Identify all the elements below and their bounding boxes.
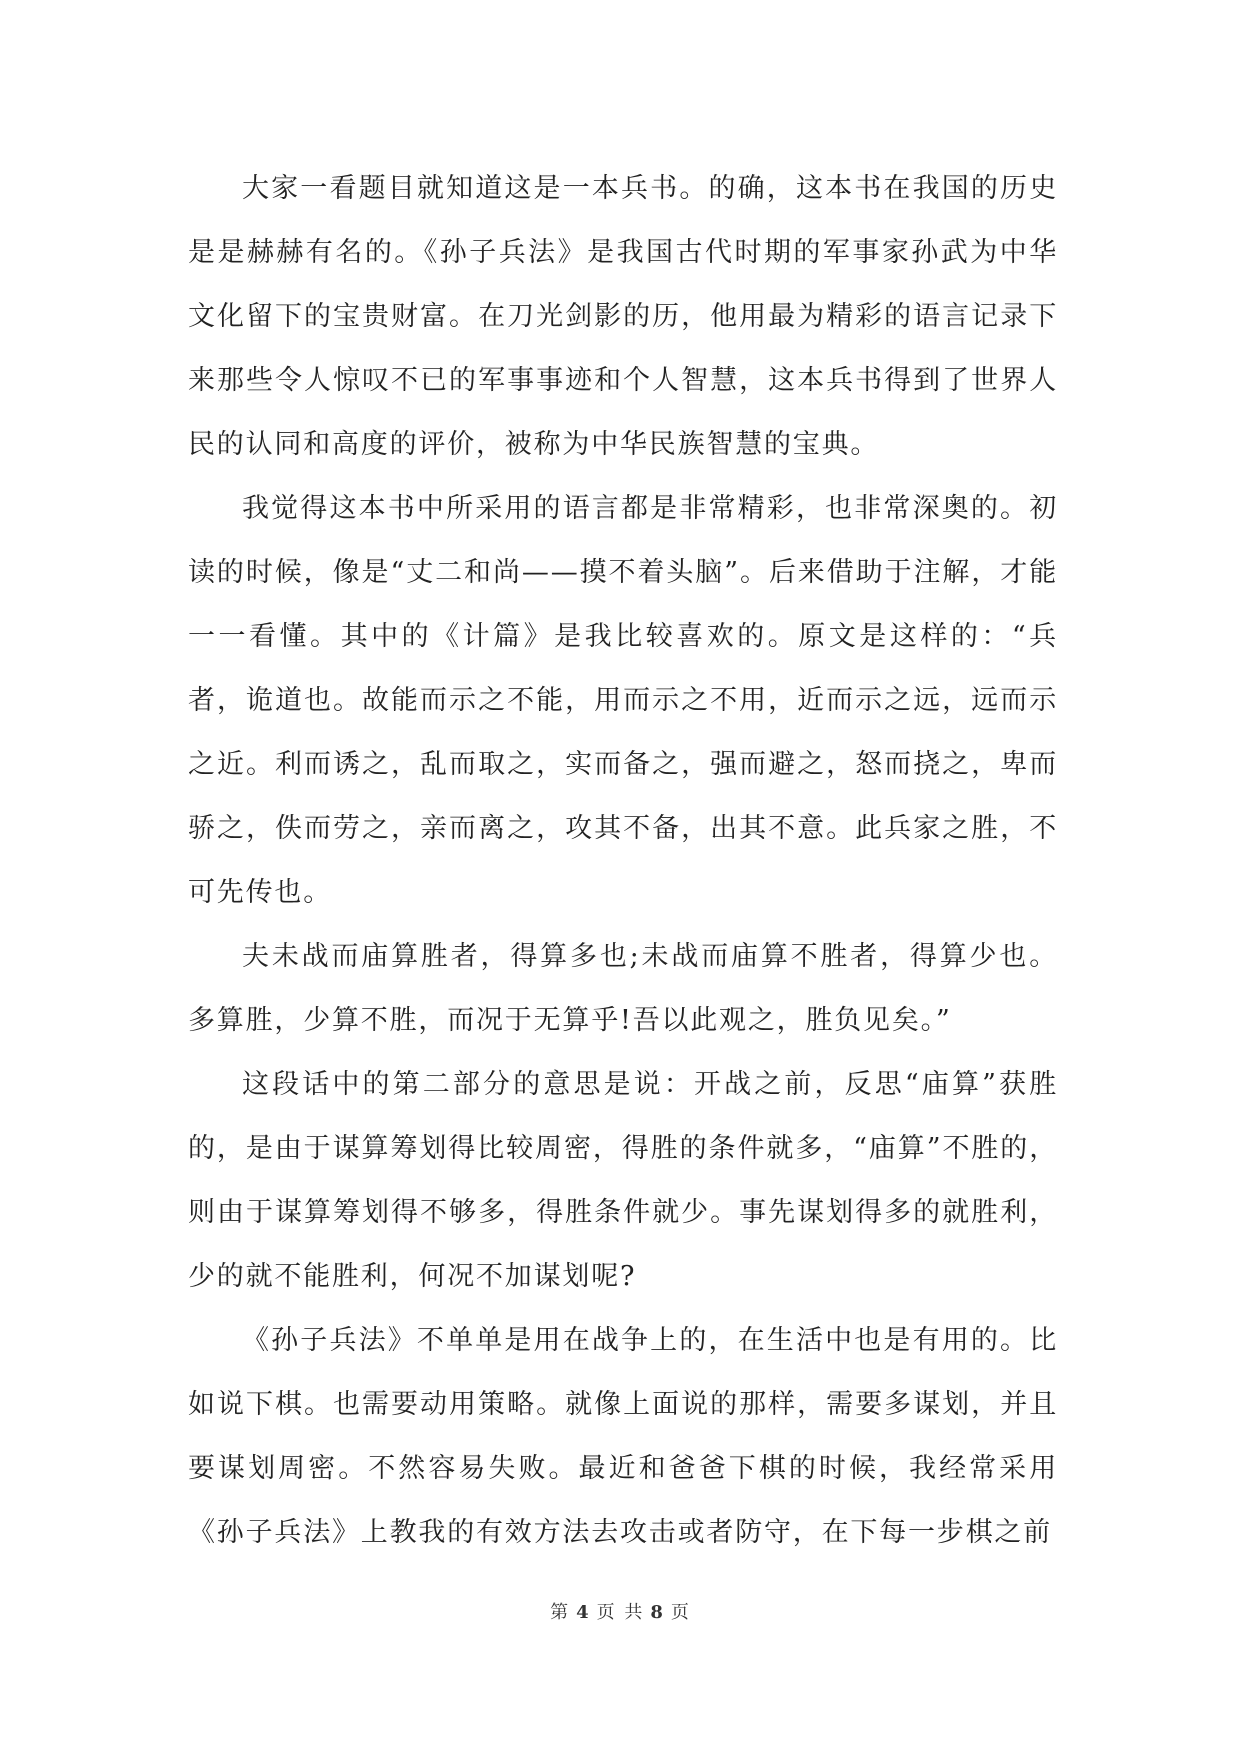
paragraph-1: 大家一看题目就知道这是一本兵书。的确，这本书在我国的历史是是赫赫有名的。《孙子兵法》是我国古代时期的军事家孙武为中华文化留下的宝贵财富。在刀光剑影的历，他用最为精彩的语言记录下来那些令人惊叹不已的军事事迹和个人智慧，这本兵书得到了世界人民的认同和高度的评价，被称为中华民族智慧的宝典。 (188, 173, 1058, 460)
paragraph-5: 《孙子兵法》不单单是用在战争上的，在生活中也是有用的。比如说下棋。也需要动用策略。就像上面说的那样，需要多谋划，并且要谋划周密。不然容易失败。最近和爸爸下棋的时候，我经常采用《孙子兵法》上教我的有效方法去攻击或者防守，在下每一步棋之前 (188, 1325, 1058, 1548)
total-page-number: 8 (650, 1602, 665, 1623)
paragraph-2: 我觉得这本书中所采用的语言都是非常精彩，也非常深奥的。初读的时候，像是“丈二和尚——摸不着头脑”。后来借助于注解，才能一一看懂。其中的《计篇》是我比较喜欢的。原文是这样的：“兵者，诡道也。故能而示之不能，用而示之不用，近而示之远，远而示之近。利而诱之，乱而取之，实而备之，强而避之，怒而挠之，卑而骄之，佚而劳之，亲而离之，攻其不备，出其不意。此兵家之胜，不可先传也。 (188, 493, 1058, 908)
document-body (188, 157, 1058, 1565)
current-page-number: 4 (576, 1602, 591, 1623)
footer-middle: 页 共 (596, 1602, 645, 1623)
footer-prefix: 第 (550, 1602, 571, 1623)
page-footer (0, 1598, 1241, 1624)
paragraph-3: 夫未战而庙算胜者，得算多也;未战而庙算不胜者，得算少也。多算胜，少算不胜，而况于无算乎!吾以此观之，胜负见矣。” (188, 941, 1058, 1036)
paragraph-4: 这段话中的第二部分的意思是说：开战之前，反思“庙算”获胜的，是由于谋算筹划得比较周密，得胜的条件就多，“庙算”不胜的，则由于谋算筹划得不够多，得胜条件就少。事先谋划得多的就胜利，少的就不能胜利，何况不加谋划呢? (188, 1069, 1058, 1292)
footer-suffix: 页 (670, 1602, 691, 1623)
